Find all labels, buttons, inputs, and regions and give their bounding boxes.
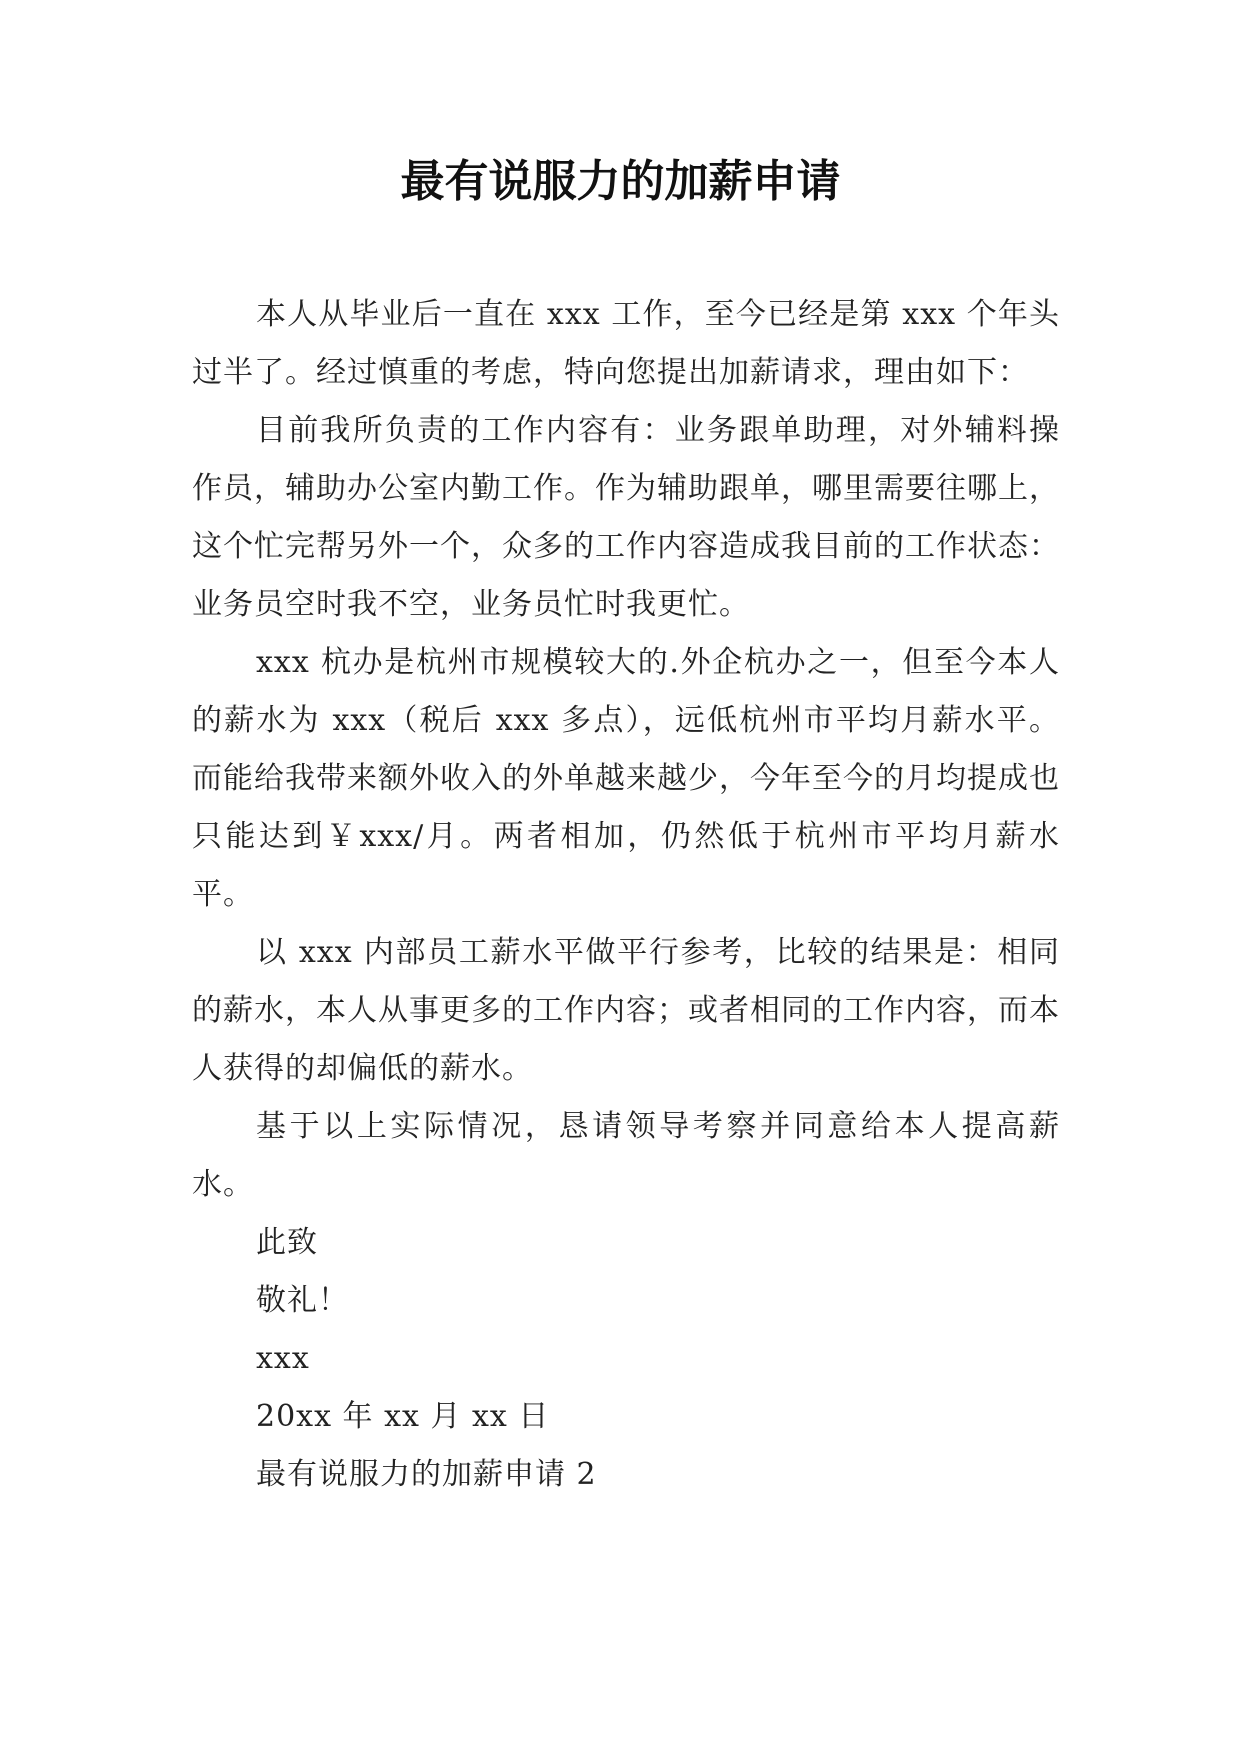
paragraph-intro: 本人从毕业后一直在 xxx 工作，至今已经是第 xxx 个年头过半了。经过慎重的考虑，特向您提出加薪请求，理由如下： <box>192 297 1060 390</box>
paragraph-comparison: 以 xxx 内部员工薪水平做平行参考，比较的结果是：相同的薪水，本人从事更多的工作内容；或者相同的工作内容，而本人获得的却偏低的薪水。 <box>192 935 1060 1086</box>
closing-line: 此致 <box>256 1225 318 1260</box>
salutation-line: 敬礼！ <box>256 1283 349 1318</box>
date-line: 20xx 年 xx 月 xx 日 <box>256 1399 550 1434</box>
signature-line: xxx <box>256 1341 310 1376</box>
paragraph-salary: xxx 杭办是杭州市规模较大的.外企杭办之一，但至今本人的薪水为 xxx（税后 xxx 多点），远低杭州市平均月薪水平。而能给我带来额外收入的外单越来越少，今年至今的月均提成也只能达到￥xxx/月。两者相加，仍然低于杭州市平均月薪水平。 <box>192 645 1060 912</box>
document-title: 最有说服力的加薪申请 <box>400 156 841 207</box>
next-section-title: 最有说服力的加薪申请 2 <box>256 1457 597 1492</box>
paragraph-request: 基于以上实际情况，恳请领导考察并同意给本人提高薪水。 <box>192 1109 1060 1202</box>
paragraph-responsibilities: 目前我所负责的工作内容有：业务跟单助理，对外辅料操作员，辅助办公室内勤工作。作为辅助跟单，哪里需要往哪上，这个忙完帮另外一个，众多的工作内容造成我目前的工作状态：业务员空时我不空，业务员忙时我更忙。 <box>192 413 1060 622</box>
document-body <box>192 286 1060 1504</box>
